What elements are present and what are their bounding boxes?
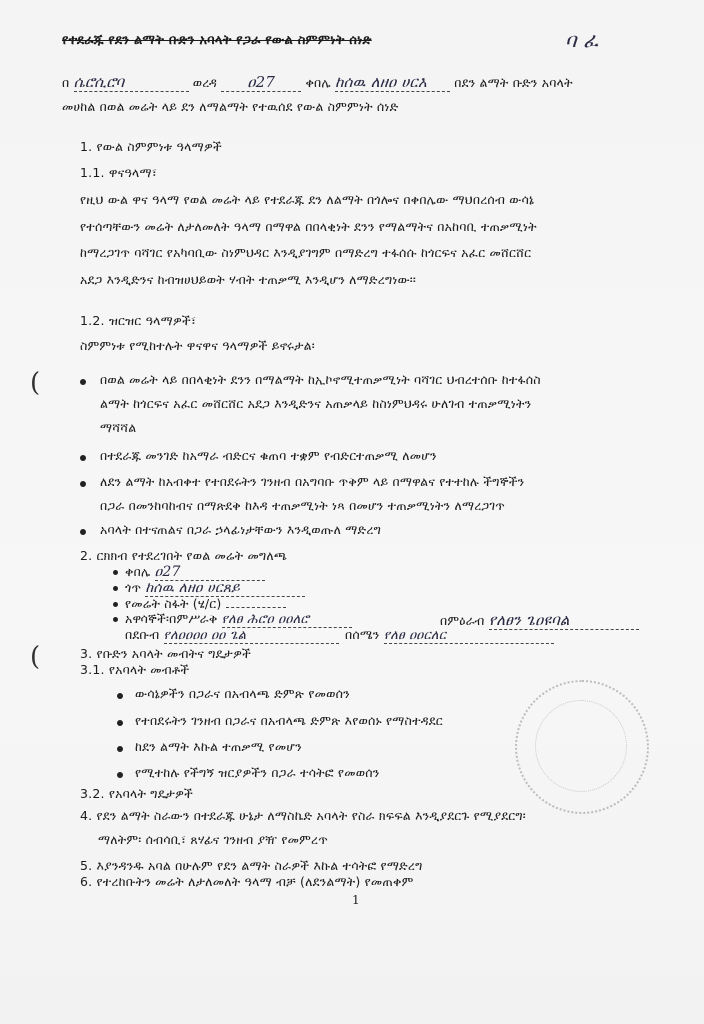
border-north-label: በሰሜን: [345, 627, 380, 642]
bullet-dot: [80, 455, 86, 461]
section-1-2-heading: 1.2. ዝርዝር ዓላማዎች፣: [80, 313, 197, 328]
bullet-dot: [113, 617, 118, 622]
prefix-label: በ: [62, 75, 70, 90]
border-east-value: የለፀ ሕሮዐ ዐዐለሮ: [222, 612, 352, 628]
border-west-value: የለፀን ጌዐዩባል: [489, 611, 639, 630]
section-3-1-heading: 3.1. የአባላት መብቶች: [80, 662, 190, 677]
section-4-line: 4. የደን ልማት ስራውን በተደራጁ ሁኔታ ለማስኬድ አባላት የስራ ክፍፍል እንዲያደርጉ የሚያደርግ፡: [80, 808, 526, 823]
bullet-line: ለደን ልማት ከአብቀተ የተበደሩትን ገንዘብ በአግባቡ ጥቅም ላይ በማዋልና የተተከሉ ችግኞችን: [100, 474, 525, 489]
document-title: የተደራጁ የደን ልማት ቡድን አባላት የጋራ የውል ስምምነት ሰነድ: [62, 33, 372, 48]
bullet-dot: [113, 570, 118, 575]
bullet-line: በወል መሬት ላይ በበላቂነት ደንን በማልማት ከኢኮኖሚተጠቃሚነት ባሻገር ህብረተሰቡ ከተፋሰስ: [100, 372, 541, 387]
section-1-heading: 1. የውል ስምምነቱ ዓላማዎች: [80, 139, 222, 154]
got-field-label: ጎጥ: [125, 580, 142, 595]
bullet-dot: [80, 379, 86, 385]
handwritten-title-note: ባ ፈ: [565, 28, 599, 52]
border-west-label: በምዕራብ: [440, 613, 485, 628]
area-field: [125, 596, 286, 612]
border-east-label: አዋሳኞች፡በምሥራቅ: [125, 611, 218, 626]
bullet-line: አባላት በተናጠልና በጋራ ኃላፊነታቸውን እንዲወጡለ ማድረግ: [100, 522, 382, 537]
woreda-label: ወረዳ: [192, 75, 218, 90]
bullet-dot: [117, 772, 123, 778]
bullet-dot: [117, 693, 123, 699]
handwritten-woreda-code: ዐ27: [221, 73, 301, 92]
page-number: 1: [352, 893, 360, 907]
handwritten-woreda-name: ሴሮሲሮባ: [74, 73, 189, 92]
border-south-field: [125, 627, 339, 644]
paragraph-line: የዚህ ውል ዋና ዓላማ የወል መሬት ላይ የተደራጁ ደን ለልማት በጎሎና በቀበሌው ማህበረሰብ ውሳኔ: [80, 192, 535, 207]
bullet-dot: [113, 586, 118, 591]
section-5-line: 5. እያንዳንዱ አባል በሁሉም የደን ልማት ስራዎች እኩል ተሳትፎ የማድረግ: [80, 858, 423, 873]
bullet-line: ልማት ከጎርፍና አፈር መሸርሸር አደጋ እንዲድንና አጠቃላይ ከስነምህዳሩ ሁለገብ ተጠቃሚነትን: [100, 396, 532, 411]
bullet-line: በተደራጁ መንገድ ከአማራ ብድርና ቁጠባ ተቋም የብድርተጠቃሚ ለመሆን: [100, 448, 437, 463]
handwritten-kebele-name: ከሰዉ ለዘዐ ሀርእ: [335, 73, 450, 92]
border-south-label: በደቡብ: [125, 627, 160, 642]
bullet-dot: [80, 481, 86, 487]
area-field-label: የመሬት ስፋት (ሄ/ር): [125, 596, 222, 611]
rights-item: ከደን ልማት እኩል ተጠቃሚ የመሆን: [135, 739, 302, 754]
bullet-dot: [117, 720, 123, 726]
header-line-3: መሀከል በወል መሬት ላይ ደን ለማልማት የተዉሰደ የውል ስምምነት ሰነድ: [62, 99, 399, 114]
kebele-field: [125, 564, 265, 581]
bullet-line: ማሻሻል: [100, 420, 137, 435]
section-3-2-heading: 3.2. የአባላት ግዴታዎች: [80, 786, 194, 801]
header-line-2: [62, 73, 573, 92]
rights-item: የተበደሩትን ገንዘብ በጋራና በአብላጫ ድምጽ እየወሰኑ የማስተዳደር: [135, 713, 443, 728]
kebele-field-value: ዐ27: [155, 564, 265, 581]
section-6-line: 6. የተረከቡትን መሬት ለታለመለት ዓላማ ብቻ (ለደንልማት) የመጠቀም: [80, 874, 414, 889]
section-2-heading: 2. ርክክብ የተደረገበት የወል መሬት መግለጫ: [80, 548, 288, 563]
bullet-line: በጋራ በመንከባከብና በማጽደቅ ከእዳ ተጠቃሚነት ነጻ በመሆን ተጠቃሚነትን ለማረጋገጥ: [100, 498, 505, 513]
border-east-field: [125, 611, 352, 628]
border-north-value: የለፀ ዐዐርለር: [384, 628, 554, 644]
faded-stamp: [515, 680, 649, 814]
paragraph-line: አደጋ እንዲድንና ከብዝሀህይወት ሃብት ተጠቃሚ እንዲሆን ለማድረግነው፡፡: [80, 272, 417, 287]
rights-item: ውሳኔዎችን በጋራና በአብላጫ ድምጽ የመወሰን: [135, 686, 350, 701]
border-south-value: የለዐዐዐዐ ዐዐ ጌል: [164, 628, 339, 644]
got-field-value: ከሰዉ ለዘዐ ሀርጸይ: [145, 580, 305, 597]
section-4-line: ማለትም፡ ሰብሳቢ፣ ጸሃፊና ገንዘብ ያዥ የመምረጥ: [98, 832, 328, 847]
margin-bracket-mark: (: [30, 642, 41, 672]
bullet-dot: [113, 602, 118, 607]
section-1-1-heading: 1.1. ዋናዓላማ፣: [80, 165, 158, 180]
area-field-value: [226, 607, 286, 608]
kebele-label: ቀበሌ: [305, 75, 331, 90]
paragraph-line: የተሰጣቸውን መሬት ለታለመለት ዓላማ በማዋል በበላቂነት ደንን የማልማትና በአከባቢ ተጠቃሚነት: [80, 219, 537, 234]
margin-bracket-mark: (: [30, 368, 41, 398]
rights-item: የሚተከሉ የችግኝ ዝርያዎችን በጋራ ተሳትፎ የመወሰን: [135, 765, 380, 780]
section-1-2-intro: ስምምነቱ የሚከተሉት ዋናዋና ዓላማዎች ይኖሩታል፡: [80, 338, 315, 353]
got-field: [125, 580, 305, 597]
paragraph-line: ከማረጋገጥ ባሻገር የአካባቢው ስነምህዳር እንዲያገግም በማድረግ ተፋሰሱ ከጎርፍና አፈር መሸርሸር: [80, 245, 532, 260]
border-north-field: [345, 627, 554, 644]
section-3-heading: 3. የቡድን አባላት መብትና ግዴታዎች: [80, 646, 252, 661]
bullet-dot: [117, 746, 123, 752]
header-line-2-rest: በደን ልማት ቡድን አባላት: [454, 75, 573, 90]
bullet-dot: [80, 529, 86, 535]
kebele-field-label: ቀበሌ: [125, 564, 151, 579]
